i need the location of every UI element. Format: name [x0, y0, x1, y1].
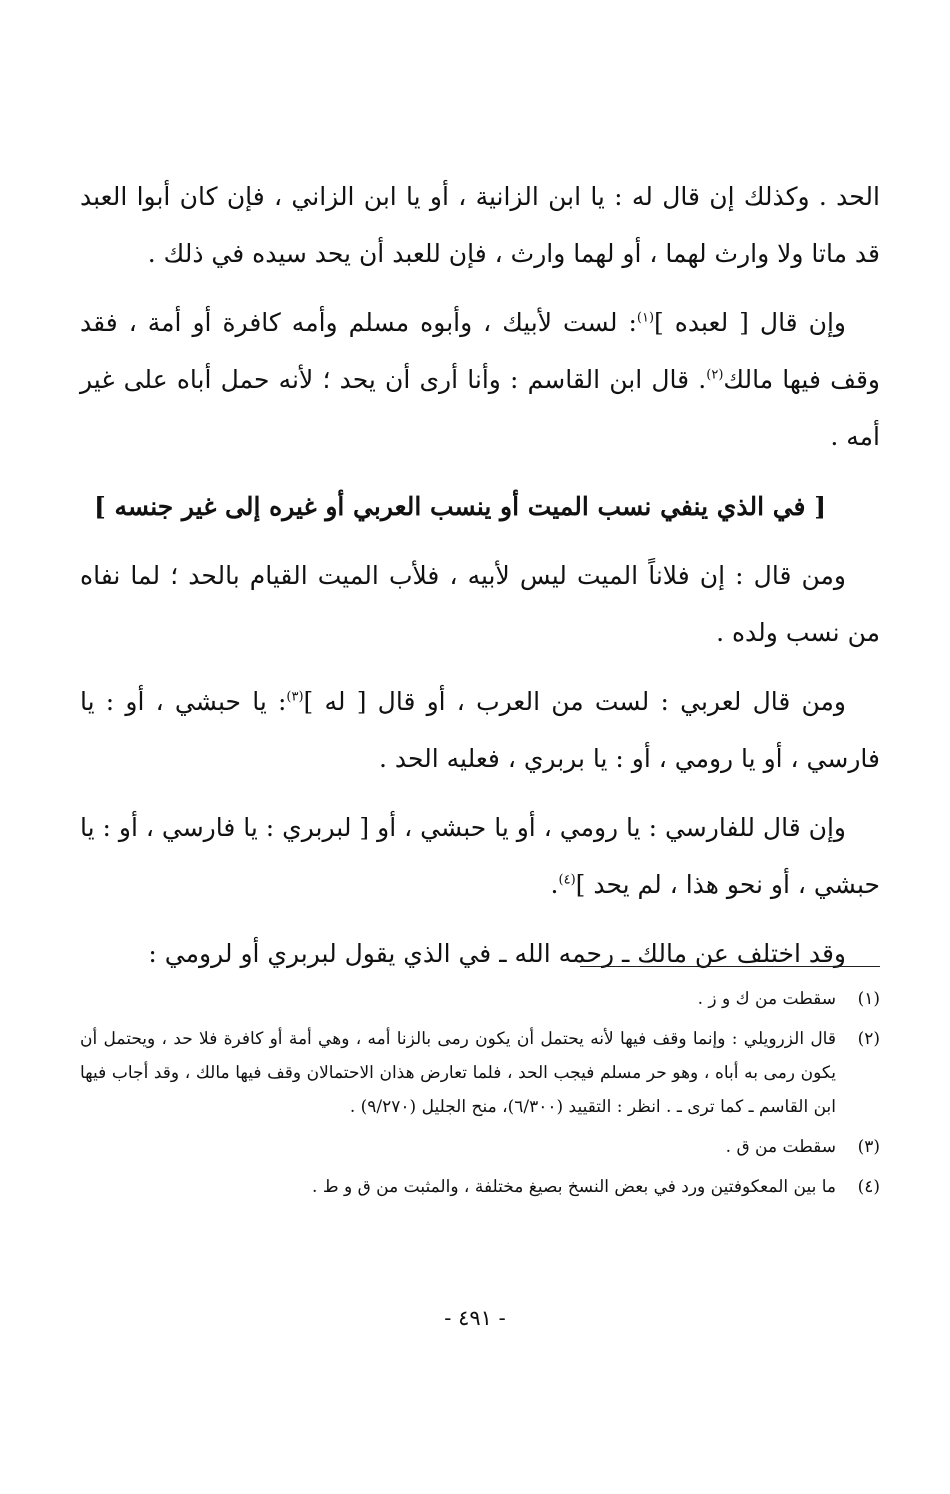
footnote-text: قال الزرويلي : وإنما وقف فيها لأنه يحتمل أن يكون رمى بالزنا أمه ، وهي أمة أو كافرة فلا حد ، ويحتمل أن يكون رمى به أباه ، وهو حر مسلم فيجب الحد ، فلما تعارض هذان الاحتمالان وقف فيها مالك ، وقد أجاب فيها ابن القاسم ـ كما ترى ـ . انظر : التقييد (٦/٣٠٠)، منح الجليل (٩/٢٧٠) .	[80, 1029, 836, 1117]
footnote-ref-3[interactable]: (٣)	[286, 689, 304, 705]
footnote-number: (٣)	[857, 1137, 880, 1157]
footnote-ref-2[interactable]: (٢)	[706, 367, 724, 383]
section-heading: [ في الذي ينفي نسب الميت أو ينسب العربي أو غيره إلى غير جنسه ]	[93, 492, 827, 521]
paragraph-text-start: ومن قال لعربي : لست من العرب ، أو قال [ له ]	[303, 687, 847, 716]
paragraph-continuation	[80, 168, 880, 282]
footnote-number: (٤)	[857, 1177, 880, 1197]
footnote-text: سقطت من ق .	[725, 1137, 836, 1157]
footnotes	[80, 982, 880, 1210]
paragraph-text-end: : يا حبشي ، أو : يا فارسي ، أو يا رومي ، أو : يا بربري ، فعليه الحد .	[80, 687, 880, 773]
paragraph-text: الحد . وكذلك إن قال له : يا ابن الزانية ، أو يا ابن الزاني ، فإن كان أبوا العبد قد ماتا ولا وارث لهما ، أو لهما وارث ، فإن للعبد أن يحد سيده في ذلك .	[80, 182, 880, 268]
footnote-text: سقطت من ك و ز .	[697, 989, 836, 1009]
paragraph-arab	[80, 673, 880, 787]
paragraph-text-end: .	[550, 870, 559, 899]
paragraph-text: وقد اختلف عن مالك ـ رحمه الله ـ في الذي يقول لبربري أو لرومي :	[148, 939, 846, 968]
footnote-number: (١)	[857, 989, 880, 1009]
paragraph-text-end: . قال ابن القاسم : وأنا أرى أن يحد ؛ لأنه حمل أباه على غير أمه .	[80, 365, 880, 451]
paragraph-text-start: وإن قال للفارسي : يا رومي ، أو يا حبشي ، أو [ لبربري : يا فارسي ، أو : يا حبشي ، أو نحو هذا ، لم يحد ]	[80, 813, 880, 899]
footnote-4	[80, 1170, 880, 1204]
footnote-1	[80, 982, 880, 1016]
page-number: - ٤٩١ -	[444, 1306, 506, 1330]
paragraph-dead-father	[80, 547, 880, 661]
footnote-2	[80, 1022, 880, 1124]
paragraph-text: ومن قال : إن فلاناً الميت ليس لأبيه ، فلأب الميت القيام بالحد ؛ لما نفاه من نسب ولده .	[80, 561, 880, 647]
footnote-separator	[580, 966, 880, 967]
footnote-3	[80, 1130, 880, 1164]
footnote-ref-4[interactable]: (٤)	[558, 872, 576, 888]
footnote-number: (٢)	[857, 1029, 880, 1049]
paragraph-persian	[80, 799, 880, 913]
paragraph-berber	[80, 925, 880, 982]
footnote-text: ما بين المعكوفتين ورد في بعض النسخ بصيغ مختلفة ، والمثبت من ق و ط .	[312, 1177, 836, 1197]
main-text	[80, 168, 880, 994]
paragraph-text-middle: : لست لأبيك ، وأبوه مسلم وأمه كافرة أو أمة ، فقد وقف فيها مالك	[80, 308, 880, 394]
paragraph-text-start: وإن قال [ لعبده ]	[654, 308, 846, 337]
footnote-ref-1[interactable]: (١)	[636, 310, 655, 326]
paragraph-lastabdihi	[80, 294, 880, 465]
